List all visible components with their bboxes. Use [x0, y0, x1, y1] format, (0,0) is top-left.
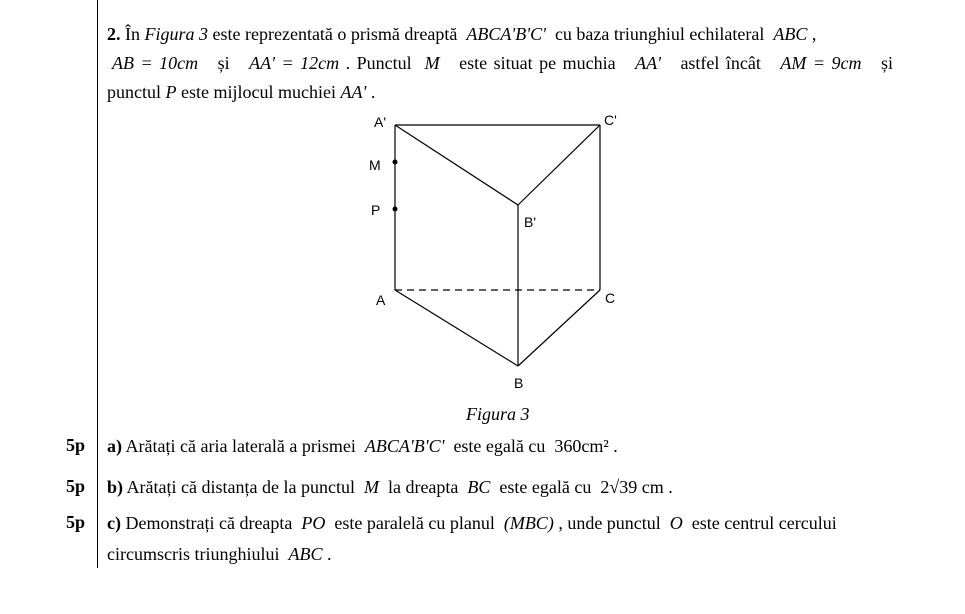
point-p [393, 207, 398, 212]
text: . [370, 82, 376, 102]
math: ABCA'B'C' [364, 436, 445, 456]
math: 360cm² [554, 436, 609, 456]
text: este centrul cercului [691, 513, 837, 533]
math: PO [301, 513, 326, 533]
text: circumscris triunghiului [107, 544, 280, 564]
figure-ref: Figura 3 [144, 24, 209, 44]
label-m: M [369, 157, 381, 173]
points-b: 5p [66, 476, 86, 496]
label-b1: B' [524, 214, 537, 230]
math: 2√39 cm [600, 477, 664, 497]
text: cu baza triunghiul echilateral [554, 24, 765, 44]
text: este situat pe muchia [459, 53, 616, 73]
math: ABCA'B'C' [466, 24, 546, 44]
text: și [881, 53, 894, 73]
text: . [613, 436, 618, 456]
edge-ab [395, 290, 518, 366]
edge-a1b1 [395, 125, 518, 205]
label-p: P [371, 202, 381, 218]
text: este mijlocul muchiei [181, 82, 336, 102]
problem-line-2 [112, 52, 893, 74]
label-c: C [605, 290, 616, 306]
math: AA' [635, 53, 661, 73]
math: AM = 9cm [780, 53, 862, 73]
prism-figure [360, 110, 660, 400]
part-letter: b) [107, 477, 124, 497]
text: la dreapta [387, 477, 459, 497]
part-letter: a) [107, 436, 122, 456]
math: ABC [288, 544, 323, 564]
text: Demonstrați că dreapta [125, 513, 293, 533]
math: M [363, 477, 379, 497]
part-a [107, 435, 618, 457]
text: Arătați că distanța de la punctul [126, 477, 355, 497]
label-c1: C' [604, 112, 617, 128]
text: este paralelă cu planul [334, 513, 495, 533]
math: AB = 10cm [112, 53, 199, 73]
problem-line-1 [107, 23, 816, 45]
text: , [811, 24, 817, 44]
text: . [326, 544, 332, 564]
part-c-line-2 [107, 543, 331, 565]
label-a: A [376, 292, 386, 308]
text: , unde punctul [558, 513, 661, 533]
math: AA' [340, 82, 367, 102]
text: este egală cu [453, 436, 546, 456]
math: M [424, 53, 440, 73]
points-c: 5p [66, 512, 86, 532]
problem-number: 2. [107, 24, 121, 44]
label-b: B [514, 375, 524, 391]
text: Arătați că aria laterală a prismei [125, 436, 356, 456]
problem-line-3 [107, 81, 375, 103]
text: În [125, 24, 140, 44]
part-c-line-1 [107, 512, 837, 534]
edge-c1b1 [518, 125, 600, 205]
text: . [668, 477, 673, 497]
part-letter: c) [107, 513, 121, 533]
text: este egală cu [499, 477, 592, 497]
math: AA' = 12cm [249, 53, 340, 73]
text: și [217, 53, 230, 73]
margin-line [97, 0, 98, 568]
points-a: 5p [66, 435, 86, 455]
math: BC [467, 477, 491, 497]
text: este reprezentată o prismă dreaptă [212, 24, 458, 44]
edge-cb [518, 290, 600, 366]
text: . Punctul [345, 53, 412, 73]
math: P [165, 82, 177, 102]
math: O [669, 513, 683, 533]
point-m [393, 160, 398, 165]
math: ABC [773, 24, 808, 44]
figure-caption: Figura 3 [466, 404, 530, 424]
label-a1: A' [374, 114, 387, 130]
text: punctul [107, 82, 161, 102]
text: astfel încât [680, 53, 761, 73]
part-b [107, 476, 673, 498]
math: (MBC) [503, 513, 554, 533]
